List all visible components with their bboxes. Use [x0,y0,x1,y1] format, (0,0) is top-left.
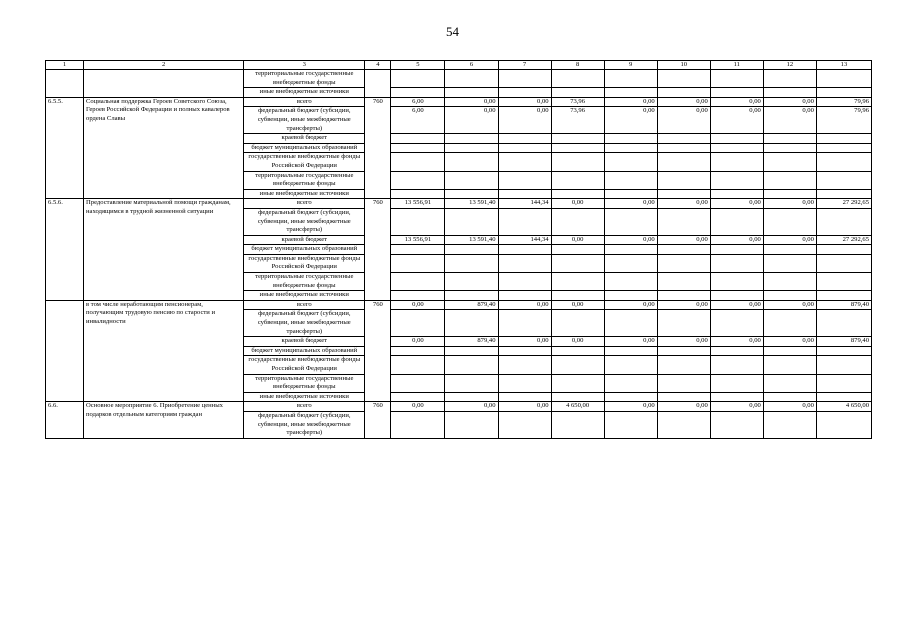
value-cell [710,291,763,301]
value-cell [710,70,763,88]
value-cell: 0,00 [710,235,763,245]
value-cell: 0,00 [657,107,710,134]
value-cell [498,392,551,402]
value-cell [657,189,710,199]
value-cell: 0,00 [657,97,710,107]
value-cell [710,208,763,235]
value-cell: 79,96 [816,107,871,134]
value-cell [498,356,551,374]
value-cell [551,374,604,392]
value-cell: 0,00 [710,337,763,347]
value-cell: 27 292,65 [816,199,871,209]
value-cell [551,208,604,235]
value-cell [551,291,604,301]
column-header: 3 [244,61,365,70]
value-cell [657,291,710,301]
value-cell: 0,00 [498,337,551,347]
value-cell [763,70,816,88]
value-cell [710,245,763,255]
value-cell [604,143,657,153]
value-cell: 0,00 [763,107,816,134]
value-cell: 6,00 [391,97,445,107]
funding-source: территориальные государственные внебюджетные фонды [244,273,365,291]
funding-source: территориальные государственные внебюджетные фонды [244,374,365,392]
value-cell [657,411,710,438]
value-cell: 879,40 [445,337,498,347]
value-cell [604,254,657,272]
budget-table [45,60,872,439]
value-cell [498,143,551,153]
value-cell [657,153,710,171]
page-number: 54 [446,24,459,39]
funding-source: всего [244,199,365,209]
value-cell [551,356,604,374]
value-cell: 0,00 [391,402,445,412]
column-header: 9 [604,61,657,70]
funding-source: бюджет муниципальных образований [244,346,365,356]
value-cell [551,346,604,356]
value-cell [391,88,445,98]
value-cell [391,356,445,374]
value-cell [604,346,657,356]
value-cell [816,171,871,189]
value-cell [657,143,710,153]
value-cell [710,134,763,144]
value-cell: 0,00 [604,199,657,209]
value-cell [604,356,657,374]
funding-source: государственные внебюджетные фонды Российской Федерации [244,254,365,272]
value-cell [604,310,657,337]
value-cell: 0,00 [604,107,657,134]
value-cell [391,291,445,301]
column-header: 5 [391,61,445,70]
funding-source: территориальные государственные внебюджетные фонды [244,70,365,88]
funding-source: государственные внебюджетные фонды Российской Федерации [244,356,365,374]
value-cell: 0,00 [551,337,604,347]
column-header: 1 [46,61,84,70]
value-cell [604,374,657,392]
value-cell [604,291,657,301]
value-cell: 0,00 [710,300,763,310]
value-cell: 0,00 [763,337,816,347]
value-cell [391,346,445,356]
value-cell [551,70,604,88]
value-cell [763,273,816,291]
value-cell: 879,40 [816,337,871,347]
funding-source: краевой бюджет [244,235,365,245]
value-cell [763,392,816,402]
item-name: в том числе неработающим пенсионерам, получающим трудовую пенсию по старости и инвалидности [84,300,244,402]
item-name: Социальная поддержка Героев Советского Союза, Героев Российской Федерации и полных кавалеров ордена Славы [84,97,244,199]
value-cell [763,374,816,392]
value-cell [710,310,763,337]
value-cell [391,189,445,199]
value-cell [498,70,551,88]
value-cell [657,254,710,272]
funding-source: бюджет муниципальных образований [244,143,365,153]
funding-source: всего [244,402,365,412]
funding-source: всего [244,300,365,310]
value-cell [763,143,816,153]
value-cell [498,245,551,255]
value-cell: 0,00 [763,402,816,412]
value-cell: 0,00 [710,402,763,412]
value-cell [391,134,445,144]
value-cell [391,208,445,235]
value-cell: 879,40 [445,300,498,310]
value-cell: 0,00 [710,97,763,107]
value-cell: 4 650,00 [551,402,604,412]
value-cell [445,171,498,189]
value-cell [445,392,498,402]
value-cell [445,374,498,392]
funding-source: государственные внебюджетные фонды Российской Федерации [244,153,365,171]
funding-source: иные внебюджетные источники [244,392,365,402]
item-code [46,300,84,402]
value-cell [498,411,551,438]
value-cell [763,245,816,255]
value-cell [551,153,604,171]
value-cell [391,70,445,88]
value-cell [710,171,763,189]
value-cell [551,171,604,189]
value-cell [445,143,498,153]
value-cell: 0,00 [763,300,816,310]
value-cell [816,134,871,144]
value-cell: 144,34 [498,235,551,245]
value-cell [445,189,498,199]
value-cell [710,374,763,392]
column-header: 12 [763,61,816,70]
value-cell: 0,00 [604,97,657,107]
value-cell [498,171,551,189]
value-cell [816,208,871,235]
value-cell: 0,00 [657,402,710,412]
value-cell [763,291,816,301]
value-cell: 73,96 [551,107,604,134]
value-cell [391,411,445,438]
value-cell [391,153,445,171]
value-cell [657,374,710,392]
column-header: 2 [84,61,244,70]
value-cell [498,208,551,235]
value-cell: 0,00 [657,337,710,347]
value-cell: 0,00 [551,199,604,209]
value-cell [710,356,763,374]
value-cell [445,273,498,291]
value-cell: 879,40 [816,300,871,310]
value-cell [763,411,816,438]
funding-source: краевой бюджет [244,134,365,144]
item-name: Предоставление материальной помощи гражданам, находящимся в трудной жизненной ситуации [84,199,244,301]
value-cell [816,346,871,356]
value-cell [816,291,871,301]
value-cell [498,291,551,301]
value-cell [710,88,763,98]
value-cell [657,171,710,189]
value-cell [763,208,816,235]
budget-code: 760 [365,199,391,301]
value-cell [763,254,816,272]
value-cell: 0,00 [604,235,657,245]
value-cell: 79,96 [816,97,871,107]
column-header: 11 [710,61,763,70]
item-code: 6.5.5. [46,97,84,199]
value-cell: 0,00 [763,97,816,107]
value-cell [551,189,604,199]
column-header: 7 [498,61,551,70]
value-cell: 0,00 [710,107,763,134]
value-cell [763,134,816,144]
value-cell [445,310,498,337]
value-cell: 0,00 [498,97,551,107]
value-cell [816,189,871,199]
value-cell [763,189,816,199]
value-cell [551,392,604,402]
value-cell: 4 650,00 [816,402,871,412]
value-cell [657,245,710,255]
value-cell [445,356,498,374]
value-cell: 13 556,91 [391,199,445,209]
value-cell [445,346,498,356]
value-cell: 0,00 [763,199,816,209]
table-row [46,402,872,412]
value-cell [498,254,551,272]
value-cell [551,143,604,153]
value-cell [816,88,871,98]
value-cell [657,273,710,291]
value-cell [498,346,551,356]
value-cell [657,346,710,356]
value-cell [551,411,604,438]
column-header: 13 [816,61,871,70]
value-cell: 0,00 [604,337,657,347]
value-cell [763,346,816,356]
funding-source: всего [244,97,365,107]
value-cell: 0,00 [604,402,657,412]
column-header: 4 [365,61,391,70]
value-cell [710,346,763,356]
value-cell [816,143,871,153]
value-cell [498,189,551,199]
value-cell [657,356,710,374]
value-cell [604,88,657,98]
value-cell [816,392,871,402]
item-code: 6.6. [46,402,84,438]
table-row [46,300,872,310]
value-cell: 27 292,65 [816,235,871,245]
value-cell [445,88,498,98]
budget-code: 760 [365,97,391,199]
value-cell [445,70,498,88]
value-cell: 13 556,91 [391,235,445,245]
funding-source: краевой бюджет [244,337,365,347]
value-cell [391,143,445,153]
value-cell [657,134,710,144]
value-cell [604,189,657,199]
item-code [46,70,84,98]
value-cell: 13 591,40 [445,235,498,245]
value-cell [816,356,871,374]
value-cell [710,189,763,199]
value-cell: 0,00 [391,300,445,310]
value-cell [657,70,710,88]
value-cell: 0,00 [391,337,445,347]
funding-source: федеральный бюджет (субсидии, субвенции, иные межбюджетные трансферты) [244,411,365,438]
budget-code [365,70,391,98]
value-cell [498,310,551,337]
value-cell [391,245,445,255]
value-cell [604,411,657,438]
value-cell: 0,00 [657,300,710,310]
value-cell: 0,00 [551,235,604,245]
table-body [46,70,872,439]
value-cell: 0,00 [604,300,657,310]
value-cell [710,392,763,402]
funding-source: иные внебюджетные источники [244,291,365,301]
budget-code: 760 [365,402,391,438]
column-header: 10 [657,61,710,70]
value-cell [445,153,498,171]
value-cell: 0,00 [445,402,498,412]
value-cell [816,245,871,255]
value-cell [498,134,551,144]
value-cell: 0,00 [657,199,710,209]
funding-source: иные внебюджетные источники [244,189,365,199]
value-cell [816,310,871,337]
value-cell [657,208,710,235]
value-cell [816,374,871,392]
value-cell [498,153,551,171]
value-cell [551,134,604,144]
value-cell [816,254,871,272]
value-cell [445,291,498,301]
value-cell: 0,00 [498,107,551,134]
value-cell [604,208,657,235]
item-name: Основное мероприятие 6. Приобретение ценных подарков отдельным категориям граждан [84,402,244,438]
value-cell [445,208,498,235]
value-cell [391,273,445,291]
funding-source: федеральный бюджет (субсидии, субвенции, иные межбюджетные трансферты) [244,310,365,337]
value-cell [551,254,604,272]
value-cell [604,171,657,189]
value-cell [445,134,498,144]
value-cell: 0,00 [763,235,816,245]
value-cell [710,273,763,291]
header-row [46,61,872,70]
value-cell [604,273,657,291]
value-cell [816,411,871,438]
funding-source: территориальные государственные внебюджетные фонды [244,171,365,189]
funding-source: федеральный бюджет (субсидии, субвенции, иные межбюджетные трансферты) [244,107,365,134]
column-header: 8 [551,61,604,70]
funding-source: бюджет муниципальных образований [244,245,365,255]
value-cell [604,153,657,171]
value-cell [604,392,657,402]
value-cell: 0,00 [498,402,551,412]
value-cell: 0,00 [498,300,551,310]
value-cell [710,153,763,171]
value-cell: 0,00 [445,107,498,134]
table-row [46,199,872,209]
value-cell [816,70,871,88]
value-cell: 0,00 [710,199,763,209]
value-cell [657,310,710,337]
item-name [84,70,244,98]
value-cell [551,245,604,255]
value-cell [763,171,816,189]
value-cell [710,411,763,438]
value-cell [551,310,604,337]
value-cell [816,273,871,291]
value-cell [551,273,604,291]
value-cell [604,245,657,255]
value-cell [445,411,498,438]
value-cell [498,374,551,392]
value-cell [657,392,710,402]
budget-code: 760 [365,300,391,402]
value-cell [763,153,816,171]
value-cell: 73,96 [551,97,604,107]
value-cell [391,310,445,337]
value-cell [498,273,551,291]
value-cell [391,254,445,272]
value-cell [391,392,445,402]
value-cell [391,374,445,392]
column-header: 6 [445,61,498,70]
value-cell [710,143,763,153]
value-cell [498,88,551,98]
value-cell: 0,00 [445,97,498,107]
value-cell: 0,00 [657,235,710,245]
value-cell: 6,00 [391,107,445,134]
value-cell [763,356,816,374]
item-code: 6.5.6. [46,199,84,301]
value-cell: 144,34 [498,199,551,209]
value-cell: 0,00 [551,300,604,310]
value-cell [763,88,816,98]
value-cell [710,254,763,272]
funding-source: иные внебюджетные источники [244,88,365,98]
table-row [46,97,872,107]
value-cell [604,134,657,144]
value-cell [445,254,498,272]
table-row [46,70,872,88]
value-cell [551,88,604,98]
value-cell [391,171,445,189]
funding-source: федеральный бюджет (субсидии, субвенции, иные межбюджетные трансферты) [244,208,365,235]
value-cell [657,88,710,98]
value-cell [763,310,816,337]
value-cell [816,153,871,171]
value-cell [445,245,498,255]
value-cell [604,70,657,88]
value-cell: 13 591,40 [445,199,498,209]
